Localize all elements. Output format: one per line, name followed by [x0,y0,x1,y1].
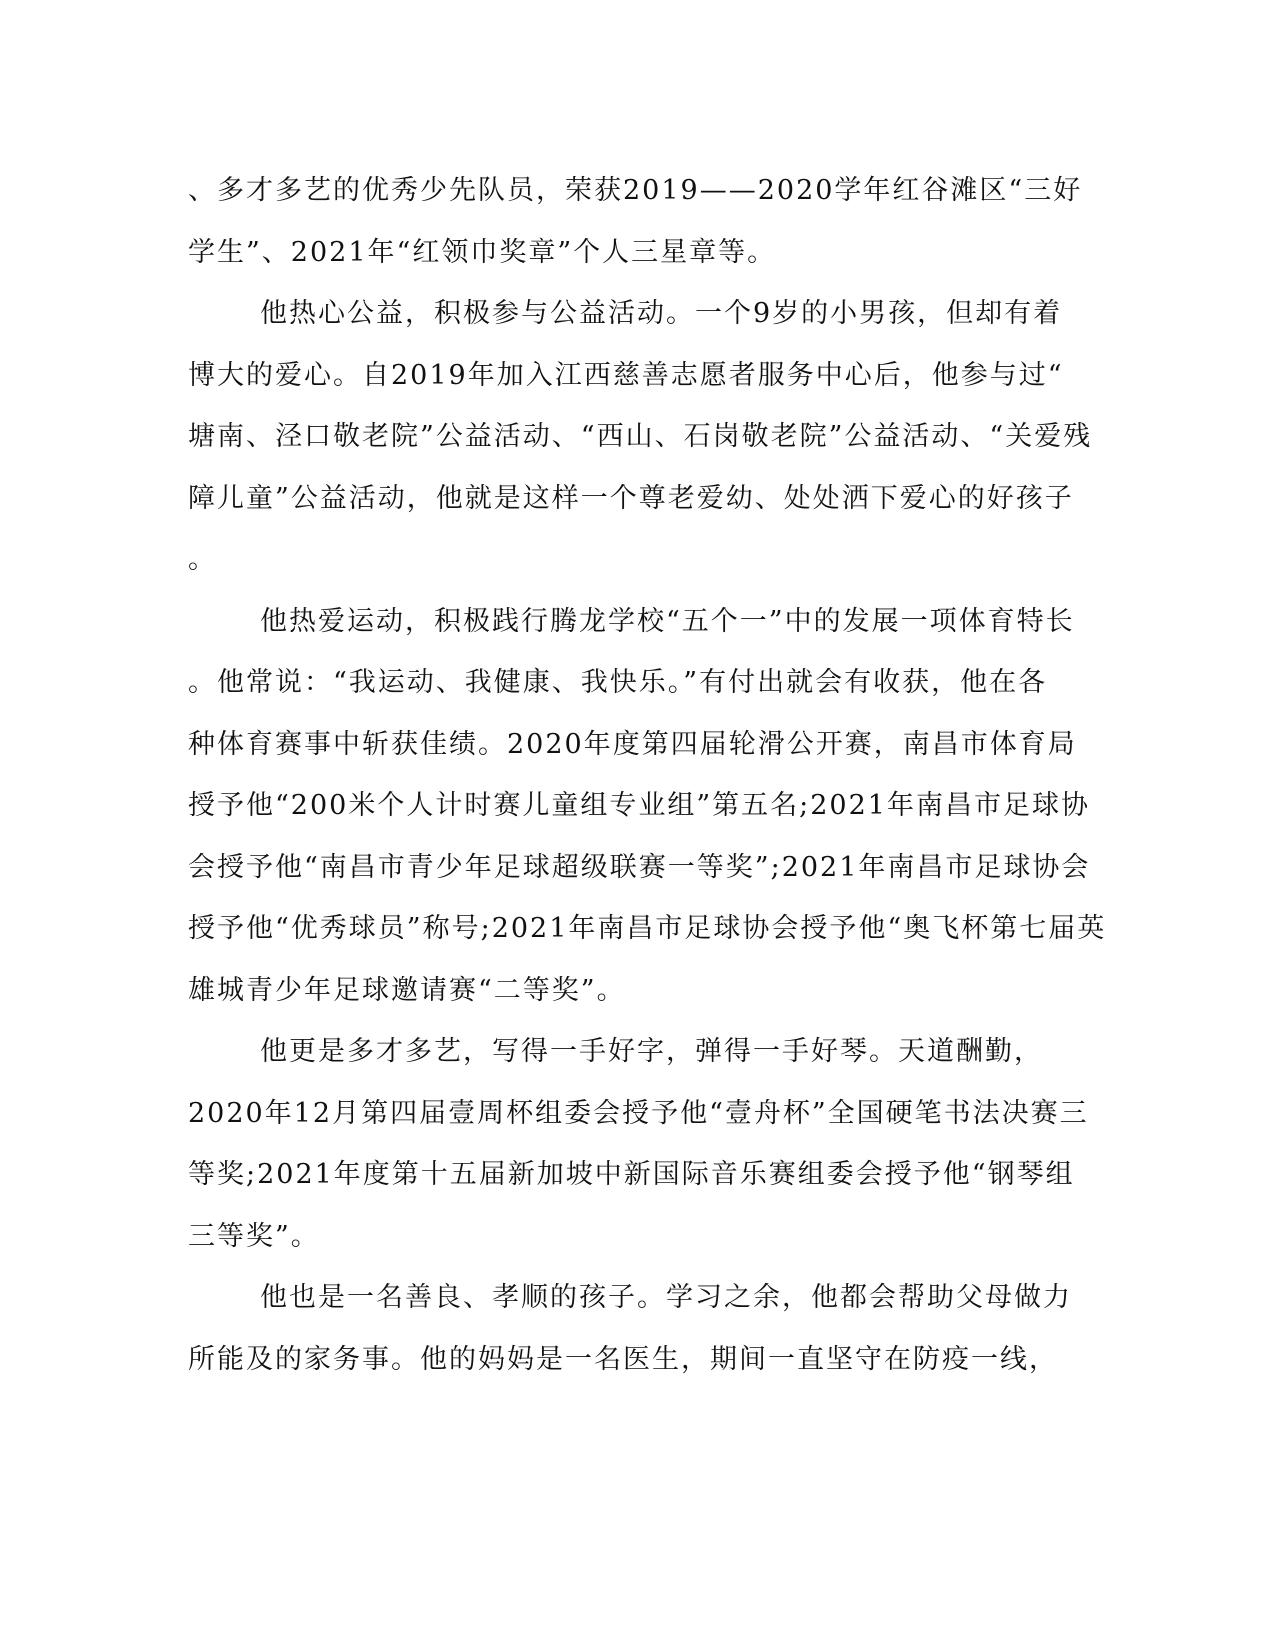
text-line: 他更是多才多艺，写得一手好字，弹得一手好琴。天道酬勤， [260,1036,1043,1067]
text-line: 授予他“200米个人计时赛儿童组专业组”第五名;2021年南昌市足球协 [188,790,1090,821]
paragraph-5 [188,1267,1078,1390]
paragraph-4 [188,1021,1089,1267]
text-line: 会授予他“南昌市青少年足球超级联赛一等奖”;2021年南昌市足球协会 [188,851,1091,883]
text-line: 他热心公益，积极参与公益活动。一个9岁的小男孩，但却有着 [260,298,1063,329]
text-line: 等奖;2021年度第十五届新加坡中新国际音乐赛组委会授予他“钢琴组 [188,1159,1075,1190]
text-line: 障儿童”公益活动，他就是这样一个尊老爱幼、处处洒下爱心的好孩子 [188,482,1074,514]
text-line: 他也是一名善良、孝顺的孩子。学习之余，他都会帮助父母做力 [260,1282,1072,1313]
document-body [188,160,1107,1390]
text-line: 他热爱运动，积极践行腾龙学校“五个一”中的发展一项体育特长 [260,605,1075,637]
text-line: 授予他“优秀球员”称号;2021年南昌市足球协会授予他“奥飞杯第七届英 [188,913,1107,944]
text-line: 博大的爱心。自2019年加入江西慈善志愿者服务中心后，他参与过“ [188,359,1064,391]
paragraph-1 [188,160,1083,283]
paragraph-3 [188,591,1107,1022]
paragraph-2 [188,283,1093,591]
text-line: 种体育赛事中斩获佳绩。2020年度第四届轮滑公开赛，南昌市体育局 [188,728,1077,760]
text-line: 。 [188,544,217,575]
text-line: 所能及的家务事。他的妈妈是一名医生，期间一直坚守在防疫一线， [188,1343,1058,1375]
text-line: 。他常说：“我运动、我健康、我快乐。”有付出就会有收获，他在各 [188,667,1048,698]
text-line: 塘南、泾口敬老院”公益活动、“西山、石岗敬老院”公益活动、“关爱残 [188,421,1093,452]
text-line: 雄城青少年足球邀请赛“二等奖”。 [188,974,626,1006]
text-line: 三等奖”。 [188,1220,320,1252]
text-line: 学生”、2021年“红领巾奖章”个人三星章等。 [188,236,777,268]
text-line: 2020年12月第四届壹周杯组委会授予他“壹舟杯”全国硬笔书法决赛三 [188,1097,1089,1129]
text-line: 、多才多艺的优秀少先队员，荣获2019——2020学年红谷滩区“三好 [188,175,1083,206]
